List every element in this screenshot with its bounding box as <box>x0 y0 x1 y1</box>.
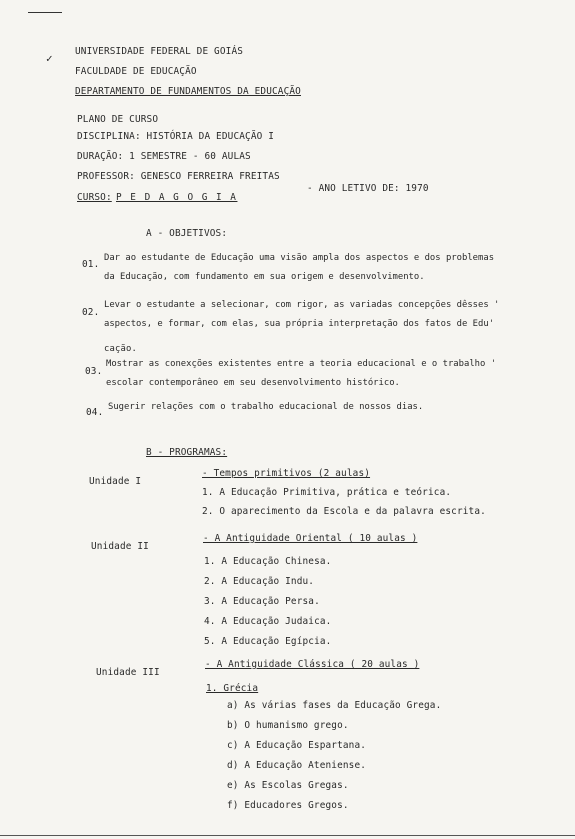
plan-title: PLANO DE CURSO <box>77 114 159 125</box>
unidade-label: Unidade III <box>96 667 160 678</box>
unidade-subheading: 1. Grécia <box>206 683 259 694</box>
program-item: 1. A Educação Chinesa. <box>204 556 332 567</box>
program-item: d) A Educação Ateniense. <box>227 760 367 771</box>
programas-title: B - PROGRAMAS: <box>146 447 228 458</box>
bottom-edge-line <box>0 835 575 836</box>
objetivo-line: escolar contemporâneo em seu desenvolvimento histórico. <box>106 378 400 388</box>
objetivo-line: aspectos, e formar, com elas, sua própria interpretação dos fatos de Edu' <box>104 319 495 329</box>
corner-mark <box>28 12 62 13</box>
program-item: c) A Educação Espartana. <box>227 740 367 751</box>
program-item: 1. A Educação Primitiva, prática e teórica. <box>202 487 452 498</box>
program-item: a) As várias fases da Educação Grega. <box>227 700 442 711</box>
program-item: 5. A Educação Egípcia. <box>204 636 332 647</box>
objetivo-line: Dar ao estudante de Educação uma visão ampla dos aspectos e dos problemas <box>104 253 495 263</box>
program-item: 3. A Educação Persa. <box>204 596 320 607</box>
unidade-label: Unidade II <box>91 541 149 552</box>
university-name: UNIVERSIDADE FEDERAL DE GOIÁS <box>75 46 244 57</box>
program-item: 2. O aparecimento da Escola e da palavra escrita. <box>202 506 486 517</box>
objetivo-number: 01. <box>82 259 100 270</box>
program-item: b) O humanismo grego. <box>227 720 349 731</box>
unidade-heading: - A Antiguidade Clássica ( 20 aulas ) <box>205 659 420 670</box>
objetivo-line: cação. <box>104 344 137 354</box>
faculty-name: FACULDADE DE EDUCAÇÃO <box>75 66 197 77</box>
objetivo-line: Levar o estudante a selecionar, com rigor, as variadas concepções dêsses ' <box>104 300 500 310</box>
objetivo-line: da Educação, com fundamento em sua origem e desenvolvimento. <box>104 272 425 282</box>
objetivos-title: A - OBJETIVOS: <box>146 228 228 239</box>
unidade-heading: - Tempos primitivos (2 aulas) <box>202 468 371 479</box>
professor-line: PROFESSOR: GENESCO FERREIRA FREITAS <box>77 171 280 182</box>
school-year: - ANO LETIVO DE: 1970 <box>307 183 429 194</box>
objetivo-line: Mostrar as conexções existentes entre a teoria educacional e o trabalho ' <box>106 359 497 369</box>
course-value: P E D A G O G I A <box>116 192 238 203</box>
unidade-heading: - A Antiguidade Oriental ( 10 aulas ) <box>203 533 418 544</box>
objetivo-line: Sugerir relações com o trabalho educacional de nossos dias. <box>108 402 424 412</box>
unidade-label: Unidade I <box>89 476 142 487</box>
objetivo-number: 03. <box>85 366 103 377</box>
check-mark: ✓ <box>46 52 53 65</box>
course-label: CURSO: <box>77 192 112 203</box>
duration-line: DURAÇÃO: 1 SEMESTRE - 60 AULAS <box>77 151 251 162</box>
objetivo-number: 02. <box>82 307 100 318</box>
program-item: 4. A Educação Judaica. <box>204 616 332 627</box>
department-name: DEPARTAMENTO DE FUNDAMENTOS DA EDUCAÇÃO <box>75 86 301 97</box>
objetivo-number: 04. <box>86 407 104 418</box>
program-item: e) As Escolas Gregas. <box>227 780 349 791</box>
discipline-line: DISCIPLINA: HISTÓRIA DA EDUCAÇÃO I <box>77 131 275 142</box>
program-item: 2. A Educação Indu. <box>204 576 315 587</box>
program-item: f) Educadores Gregos. <box>227 800 349 811</box>
